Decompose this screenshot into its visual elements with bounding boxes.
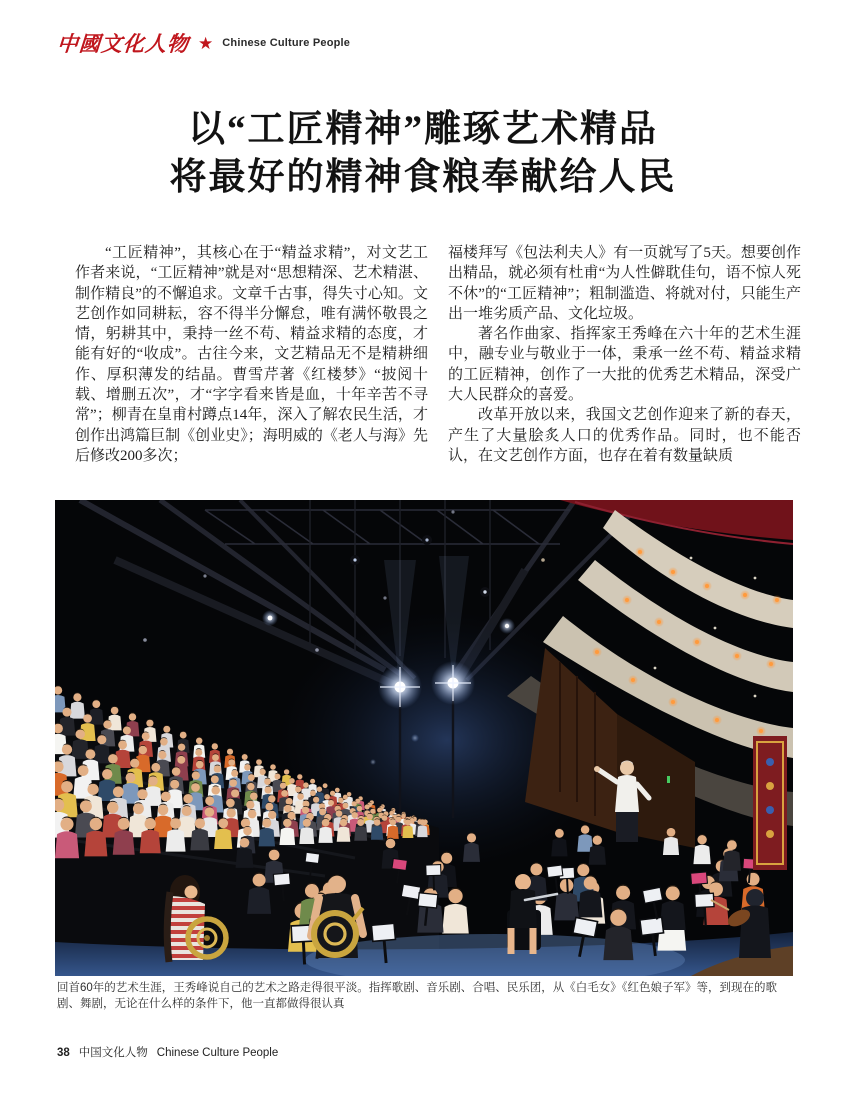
article-column-left <box>75 243 428 466</box>
article-column-right <box>448 243 801 466</box>
star-icon: ★ <box>198 33 214 53</box>
paragraph: 著名作曲家、指挥家王秀峰在六十年的艺术生涯中，融专业与敬业于一体，秉承一丝不苟、精益求精的工匠精神，创作了一大批的优秀艺术精品，深受广大人民群众的喜爱。 <box>448 326 801 404</box>
footer-magazine-cn: 中国文化人物 <box>78 1047 148 1059</box>
paragraph: 福楼拜写《包法利夫人》有一页就写了5天。想要创作出精品，就必须有杜甫“为人性僻耽佳句，语不惊人死不休”的“工匠精神”；粗制滥造、将就对付，只能生产出一堆劣质产品、文化垃圾。 <box>448 245 801 322</box>
performance-photo <box>55 500 793 976</box>
page-number: 38 <box>57 1047 70 1059</box>
paragraph: 改革开放以来，我国文艺创作迎来了新的春天，产生了大量脍炙人口的优秀作品。同时，也不能否认，在文艺创作方面，也存在着有数量缺质 <box>448 407 801 464</box>
page-footer <box>57 1044 278 1060</box>
paragraph: “工匠精神”，其核心在于“精益求精”，对文艺工作者来说，“工匠精神”就是对“思想精深、艺术精湛、制作精良”的不懈追求。文章千古事，得失寸心知。文艺创作如同耕耘，容不得半分懈怠，唯有满怀敬畏之情，躬耕其中，秉持一丝不苟、精益求精的态度，才能有好的“收成”。古往今来，文艺精品无不是精耕细作、厚积薄发的结晶。曹雪芹著《红楼梦》“披阅十载、增删五次”，才“字字看来皆是血，十年辛苦不寻常”；柳青在皇甫村蹲点14年，深入了解农民生活，才创作出鸿篇巨制《创业史》；海明威的《老人与海》先后修改200多次； <box>75 245 428 464</box>
photo-caption: 回首60年的艺术生涯，王秀峰说自己的艺术之路走得很平淡。指挥歌剧、音乐剧、合唱、民乐团，从《白毛女》《红色娘子军》等，到现在的歌剧、舞剧，无论在什么样的条件下，他一直都做得很认真 <box>57 982 778 1010</box>
decorated-pillar <box>753 736 787 870</box>
article-title-line1: 以“工匠精神”雕琢艺术精品 <box>188 109 658 150</box>
footer-magazine-en: Chinese Culture People <box>156 1047 279 1059</box>
magazine-logo-english: Chinese Culture People <box>222 37 351 49</box>
article-title-line2: 将最好的精神食粮奉献给人民 <box>169 157 677 198</box>
article-title <box>0 106 846 202</box>
magazine-logo: 中國文化人物 <box>56 32 190 56</box>
page-header <box>57 28 350 58</box>
